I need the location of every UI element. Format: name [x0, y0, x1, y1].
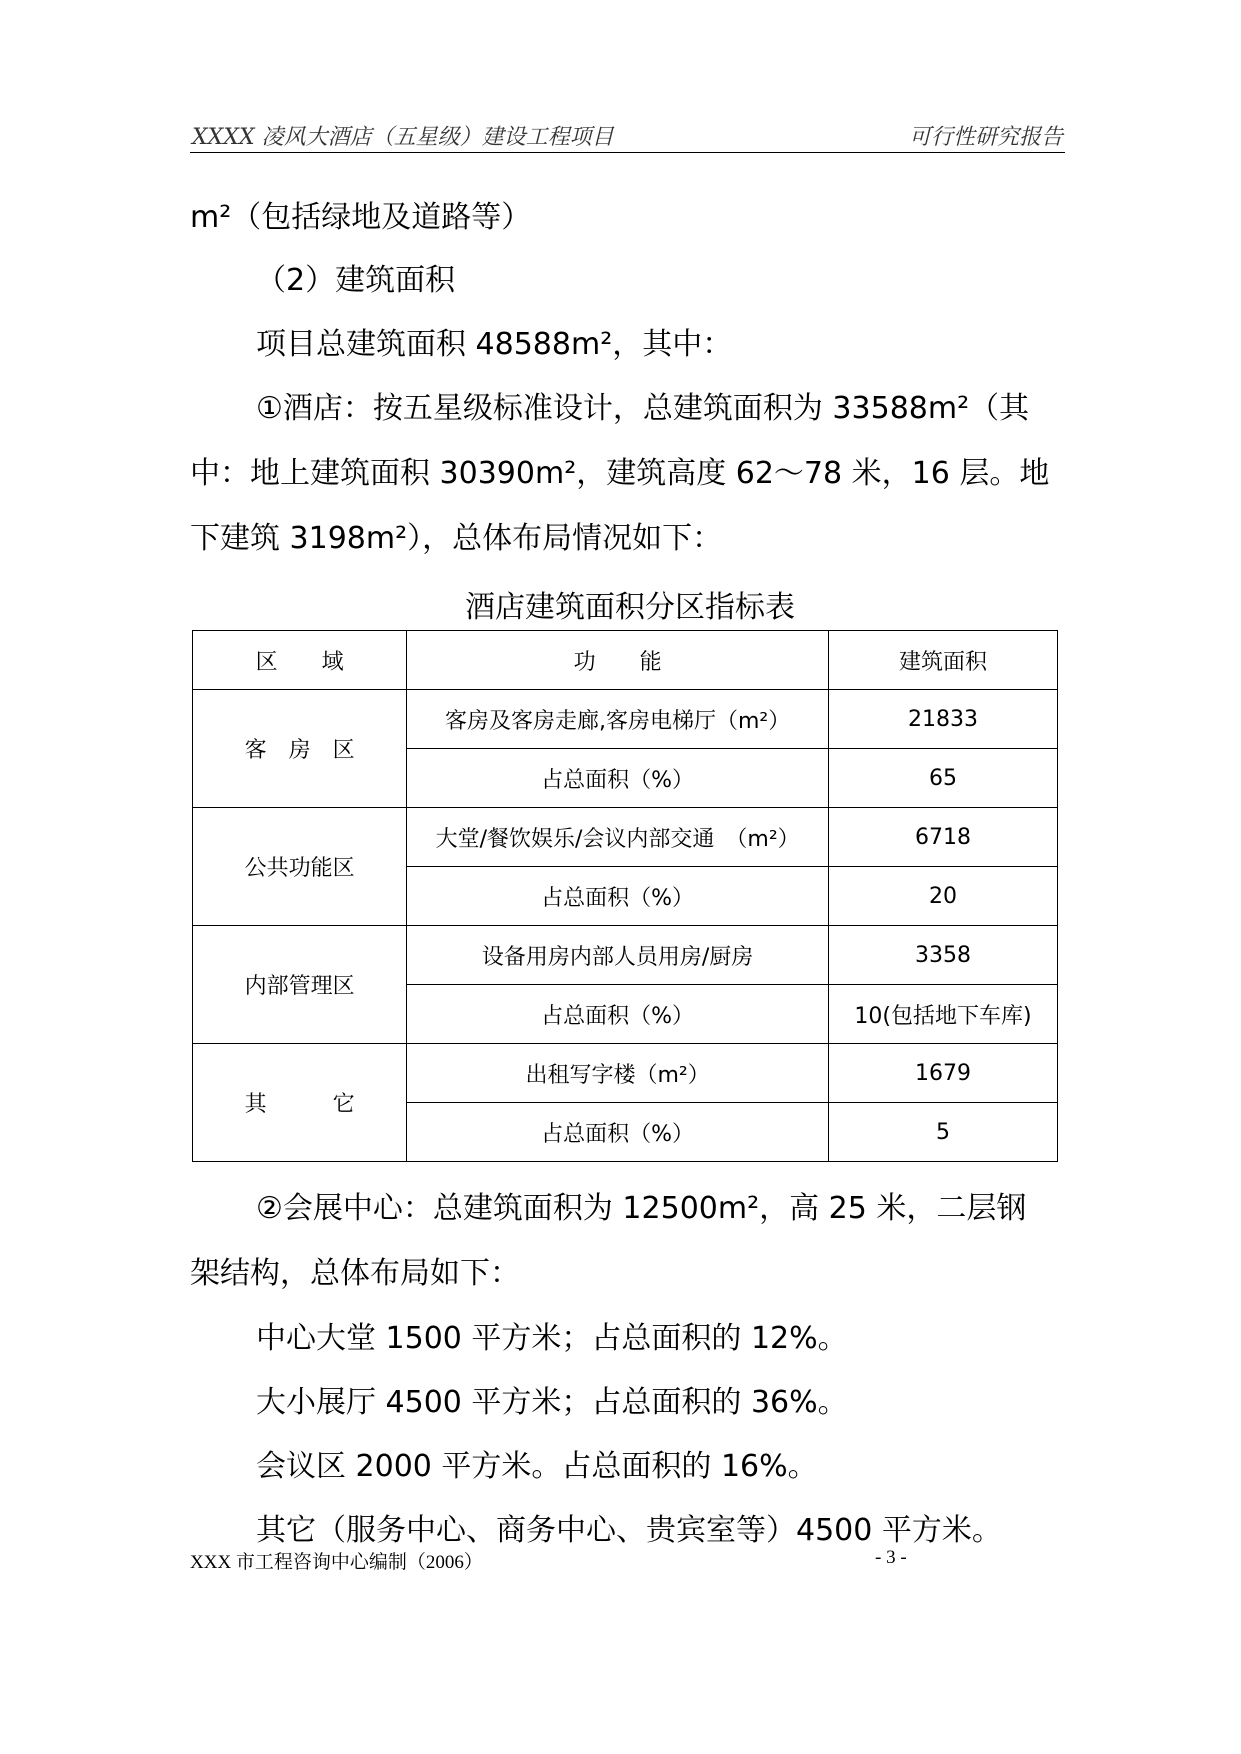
paragraph-conference-area: 会议区 2000 平方米。占总面积的 16%。 [256, 1449, 818, 1484]
footer-publisher: XXX 市工程咨询中心编制（2006） [190, 1552, 483, 1573]
function-cell: 占总面积（%） [407, 749, 829, 808]
paragraph-expo-line2: 架结构，总体布局如下： [190, 1256, 520, 1291]
paragraph-lobby: 中心大堂 1500 平方米；占总面积的 12%。 [256, 1321, 848, 1356]
paragraph-green-area: m²（包括绿地及道路等） [190, 200, 532, 235]
zone-cell: 内部管理区 [193, 926, 407, 1044]
zone-cell: 客 房 区 [193, 690, 407, 808]
value-cell: 3358 [829, 926, 1058, 985]
function-cell: 占总面积（%） [407, 985, 829, 1044]
table-row [193, 690, 1058, 749]
table-row [193, 926, 1058, 985]
paragraph-hotel-line1: ①酒店：按五星级标准设计，总建筑面积为 33588m²（其 [256, 391, 1030, 426]
paragraph-exhibition-halls: 大小展厅 4500 平方米；占总面积的 36%。 [256, 1385, 848, 1420]
value-cell: 6718 [829, 808, 1058, 867]
header-report-type: 可行性研究报告 [908, 125, 1063, 150]
table-title: 酒店建筑面积分区指标表 [465, 590, 795, 625]
paragraph-hotel-line3: 下建筑 3198m²），总体布局情况如下： [190, 521, 723, 556]
table-row [193, 1044, 1058, 1103]
value-cell: 20 [829, 867, 1058, 926]
function-cell: 占总面积（%） [407, 867, 829, 926]
value-cell: 65 [829, 749, 1058, 808]
function-cell: 占总面积（%） [407, 1103, 829, 1162]
table-row [193, 808, 1058, 867]
zone-cell: 公共功能区 [193, 808, 407, 926]
header-function: 功 能 [407, 631, 829, 690]
value-cell: 5 [829, 1103, 1058, 1162]
paragraph-total-area: 项目总建筑面积 48588m²，其中： [256, 327, 733, 362]
function-cell: 设备用房内部人员用房/厨房 [407, 926, 829, 985]
header-zone: 区 域 [193, 631, 407, 690]
value-cell: 21833 [829, 690, 1058, 749]
function-cell: 客房及客房走廊,客房电梯厅（m²） [407, 690, 829, 749]
table-header-row [193, 631, 1058, 690]
paragraph-other-areas: 其它（服务中心、商务中心、贵宾室等）4500 平方米。 [256, 1513, 1002, 1548]
header-project-title: XXXX 凌风大酒店（五星级）建设工程项目 [192, 125, 614, 150]
area-index-table [192, 630, 1058, 1162]
page-header [190, 118, 1065, 153]
header-building-area: 建筑面积 [829, 631, 1058, 690]
function-cell: 大堂/餐饮娱乐/会议内部交通 （m²） [407, 808, 829, 867]
value-cell: 1679 [829, 1044, 1058, 1103]
zone-cell: 其 它 [193, 1044, 407, 1162]
paragraph-expo-line1: ②会展中心：总建筑面积为 12500m²，高 25 米，二层钢 [256, 1191, 1027, 1226]
section-heading-building-area: （2）建筑面积 [256, 263, 456, 298]
page-number: - 3 - [875, 1547, 907, 1568]
paragraph-hotel-line2: 中：地上建筑面积 30390m²，建筑高度 62～78 米，16 层。地 [190, 456, 1050, 491]
function-cell: 出租写字楼（m²） [407, 1044, 829, 1103]
value-cell: 10(包括地下车库) [829, 985, 1058, 1044]
